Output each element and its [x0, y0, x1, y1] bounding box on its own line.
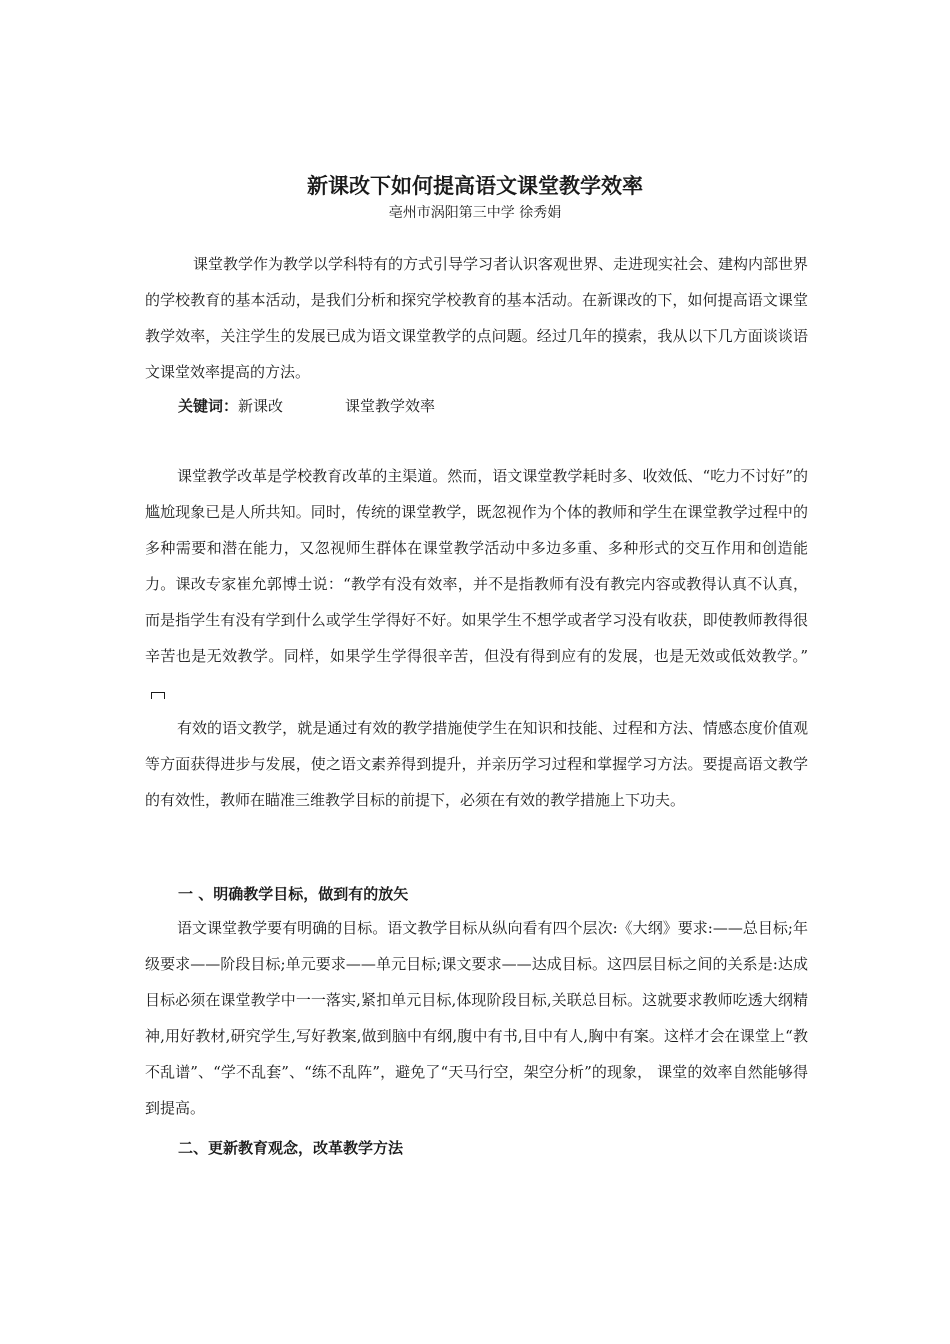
abstract-paragraph: 课堂教学作为教学以学科特有的方式引导学习者认识客观世界、走进现实社会、建构内部世界的学校教育的基本活动，是我们分析和探究学校教育的基本活动。在新课改的下，如何提高语文课堂教学效率，关注学生的发展已成为语文课堂教学的点问题。经过几年的摸索，我从以下几方面谈谈语文课堂效率提高的方法。 — [145, 255, 809, 381]
intro-section — [145, 458, 808, 818]
author-line: 亳州市涡阳第三中学 徐秀娟 — [388, 205, 562, 221]
section-one-body — [145, 910, 808, 1126]
abstract — [145, 246, 808, 390]
keyword-item: 新课改 — [238, 397, 284, 415]
body-paragraph: 有效的语文教学，就是通过有效的教学措施使学生在知识和技能、过程和方法、情感态度价值观等方面获得进步与发展，使之语文素养得到提升，并亲历学习过程和掌握学习方法。要提高语文教学的有效性，教师在瞄准三维教学目标的前提下，必须在有效的教学措施上下功夫。 — [145, 719, 808, 809]
footnote-mark — [151, 692, 165, 699]
keyword-item: 课堂教学效率 — [345, 397, 436, 415]
document-title: 新课改下如何提高语文课堂教学效率 — [307, 173, 643, 198]
body-paragraph: 语文课堂教学要有明确的目标。语文教学目标从纵向看有四个层次:《大纲》要求:——总目标;年级要求——阶段目标;单元要求——单元目标;课文要求——达成目标。这四层目标之间的关系是:达成目标必须在课堂教学中一一落实,紧扣单元目标,体现阶段目标,关联总目标。这就要求教师吃透大纲精神,用好教材,研究学生,写好教案,做到脑中有纲,腹中有书,目中有人,胸中有案。这样才会在课堂上“教不乱谱”、“学不乱套”、“练不乱阵”，避免了“天马行空，架空分析”的现象， 课堂的效率自然能够得到提高。 — [145, 919, 808, 1117]
keywords-label: 关键词： — [178, 397, 239, 415]
keywords-line — [178, 394, 435, 418]
section-heading: 二、更新教育观念，改革教学方法 — [178, 1139, 404, 1157]
section-heading: 一 、明确教学目标，做到有的放矢 — [178, 885, 409, 903]
body-paragraph: 课堂教学改革是学校教育改革的主渠道。然而，语文课堂教学耗时多、收效低、“吃力不讨好”的尴尬现象已是人所共知。同时，传统的课堂教学，既忽视作为个体的教师和学生在课堂教学过程中的多种需要和潜在能力，又忽视师生群体在课堂教学活动中多边多重、多种形式的交互作用和创造能力。课改专家崔允郭博士说：“教学有没有效率，并不是指教师有没有教完内容或教得认真不认真，而是指学生有没有学到什么或学生学得好不好。如果学生不想学或者学习没有收获，即使教师教得很辛苦也是无效教学。同样，如果学生学得很辛苦，但没有得到应有的发展，也是无效或低效教学。” — [145, 467, 808, 665]
